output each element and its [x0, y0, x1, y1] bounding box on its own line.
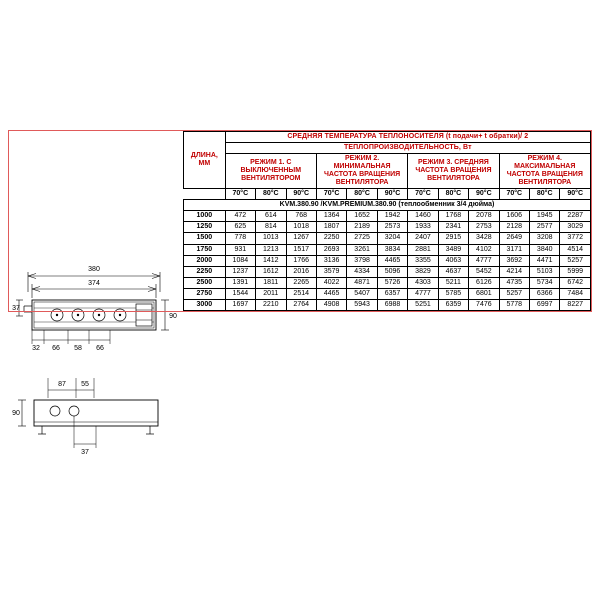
value-cell: 1697 [225, 299, 255, 310]
length-cell: 2250 [184, 266, 226, 277]
value-cell: 2915 [438, 233, 468, 244]
length-header [184, 132, 226, 189]
temp-row-spacer [184, 189, 226, 200]
temp-cell: 90°C [469, 189, 499, 200]
value-cell: 1084 [225, 255, 255, 266]
value-cell: 4063 [438, 255, 468, 266]
value-cell: 614 [256, 211, 286, 222]
value-cell: 5785 [438, 288, 468, 299]
value-cell: 3208 [530, 233, 560, 244]
value-cell: 5096 [377, 266, 407, 277]
dim-90-side-label: 90 [12, 410, 20, 417]
value-cell: 3136 [316, 255, 346, 266]
temp-cell: 70°C [316, 189, 346, 200]
value-cell: 625 [225, 222, 255, 233]
value-cell: 2649 [499, 233, 529, 244]
value-cell: 5452 [469, 266, 499, 277]
value-cell: 8227 [560, 299, 591, 310]
dim-32-label: 32 [32, 345, 40, 352]
value-cell: 6988 [377, 299, 407, 310]
value-cell: 3029 [560, 222, 591, 233]
dim-37-left-label: 37 [12, 305, 20, 312]
temp-cell: 90°C [286, 189, 316, 200]
value-cell: 2573 [377, 222, 407, 233]
drawing-cell-lower [9, 200, 184, 310]
value-cell: 1267 [286, 233, 316, 244]
value-cell: 3772 [560, 233, 591, 244]
value-cell: 4465 [377, 255, 407, 266]
value-cell: 1606 [499, 211, 529, 222]
model-row: KVM.380.90 /KVM.PREMIUM.380.90 (теплообменник 3/4 дюйма) [184, 200, 591, 211]
value-cell: 4102 [469, 244, 499, 255]
value-cell: 1460 [408, 211, 438, 222]
temp-cell: 90°C [560, 189, 591, 200]
dim-66b-label: 66 [96, 345, 104, 352]
value-cell: 1768 [438, 211, 468, 222]
value-cell: 5251 [408, 299, 438, 310]
value-cell: 3428 [469, 233, 499, 244]
value-cell: 2016 [286, 266, 316, 277]
value-cell: 4908 [316, 299, 346, 310]
avg-temp-header: СРЕДНЯЯ ТЕМПЕРАТУРА ТЕПЛОНОСИТЕЛЯ (t подачи+ t обратки)/ 2 [225, 132, 590, 143]
value-cell: 1412 [256, 255, 286, 266]
value-cell: 4022 [316, 277, 346, 288]
value-cell: 2250 [316, 233, 346, 244]
value-cell: 2693 [316, 244, 346, 255]
value-cell: 4871 [347, 277, 377, 288]
value-cell: 472 [225, 211, 255, 222]
value-cell: 1517 [286, 244, 316, 255]
value-cell: 3834 [377, 244, 407, 255]
length-header-line1: ДЛИНА, [190, 152, 218, 160]
temp-cell: 80°C [347, 189, 377, 200]
value-cell: 1391 [225, 277, 255, 288]
value-cell: 2287 [560, 211, 591, 222]
value-cell: 4471 [530, 255, 560, 266]
mode-header-2: РЕЖИМ 2. МИНИМАЛЬНАЯ ЧАСТОТА ВРАЩЕНИЯ ВЕНТИЛЯТОРА [316, 154, 407, 189]
value-cell: 1942 [377, 211, 407, 222]
value-cell: 6359 [438, 299, 468, 310]
value-cell: 5943 [347, 299, 377, 310]
dim-90-top-label: 90 [169, 313, 177, 320]
value-cell: 2189 [347, 222, 377, 233]
value-cell: 2128 [499, 222, 529, 233]
value-cell: 1933 [408, 222, 438, 233]
value-cell: 2011 [256, 288, 286, 299]
value-cell: 3829 [408, 266, 438, 277]
value-cell: 1766 [286, 255, 316, 266]
value-cell: 5778 [499, 299, 529, 310]
temp-cell: 70°C [408, 189, 438, 200]
value-cell: 1544 [225, 288, 255, 299]
value-cell: 4735 [499, 277, 529, 288]
value-cell: 6801 [469, 288, 499, 299]
capacity-table [9, 131, 591, 311]
value-cell: 7484 [560, 288, 591, 299]
dim-58-label: 58 [74, 345, 82, 352]
value-cell: 2725 [347, 233, 377, 244]
value-cell: 2210 [256, 299, 286, 310]
length-header-line2: ММ [198, 160, 211, 168]
temp-cell: 80°C [256, 189, 286, 200]
value-cell: 5257 [560, 255, 591, 266]
value-cell: 4514 [560, 244, 591, 255]
value-cell: 778 [225, 233, 255, 244]
mode-header-4: РЕЖИМ 4. МАКСИМАЛЬНАЯ ЧАСТОТА ВРАЩЕНИЯ ВЕНТИЛЯТОРА [499, 154, 590, 189]
value-cell: 5211 [438, 277, 468, 288]
value-cell: 3355 [408, 255, 438, 266]
value-cell: 6742 [560, 277, 591, 288]
dim-87-label: 87 [58, 381, 66, 388]
value-cell: 5103 [530, 266, 560, 277]
value-cell: 1612 [256, 266, 286, 277]
value-cell: 5726 [377, 277, 407, 288]
value-cell: 3579 [316, 266, 346, 277]
capacity-header: ТЕПЛОПРОИЗВОДИТЕЛЬНОСТЬ, Вт [225, 143, 590, 154]
value-cell: 4777 [408, 288, 438, 299]
length-cell: 1250 [184, 222, 226, 233]
value-cell: 2078 [469, 211, 499, 222]
length-cell: 3000 [184, 299, 226, 310]
temp-cell: 80°C [438, 189, 468, 200]
value-cell: 4465 [316, 288, 346, 299]
value-cell: 3798 [347, 255, 377, 266]
value-cell: 1945 [530, 211, 560, 222]
value-cell: 2753 [469, 222, 499, 233]
value-cell: 6366 [530, 288, 560, 299]
temp-cell: 90°C [377, 189, 407, 200]
value-cell: 1811 [256, 277, 286, 288]
value-cell: 3261 [347, 244, 377, 255]
dim-55-label: 55 [81, 381, 89, 388]
length-cell: 2500 [184, 277, 226, 288]
value-cell: 768 [286, 211, 316, 222]
length-cell: 1000 [184, 211, 226, 222]
value-cell: 2265 [286, 277, 316, 288]
value-cell: 4637 [438, 266, 468, 277]
dim-380-label: 380 [88, 266, 100, 273]
value-cell: 4777 [469, 255, 499, 266]
value-cell: 931 [225, 244, 255, 255]
dim-66a-label: 66 [52, 345, 60, 352]
temp-cell: 80°C [530, 189, 560, 200]
value-cell: 4214 [499, 266, 529, 277]
value-cell: 2514 [286, 288, 316, 299]
value-cell: 3692 [499, 255, 529, 266]
value-cell: 5734 [530, 277, 560, 288]
length-cell: 2000 [184, 255, 226, 266]
value-cell: 1018 [286, 222, 316, 233]
value-cell: 1807 [316, 222, 346, 233]
length-cell: 1500 [184, 233, 226, 244]
mode-header-1: РЕЖИМ 1. С ВЫКЛЮЧЕННЫМ ВЕНТИЛЯТОРОМ [225, 154, 316, 189]
value-cell: 1237 [225, 266, 255, 277]
value-cell: 1013 [256, 233, 286, 244]
specification-sheet [8, 130, 592, 312]
value-cell: 3840 [530, 244, 560, 255]
temp-cell: 70°C [225, 189, 255, 200]
value-cell: 5407 [347, 288, 377, 299]
value-cell: 3204 [377, 233, 407, 244]
length-cell: 1750 [184, 244, 226, 255]
value-cell: 5257 [499, 288, 529, 299]
value-cell: 6997 [530, 299, 560, 310]
value-cell: 1652 [347, 211, 377, 222]
temp-cell: 70°C [499, 189, 529, 200]
dim-37-side-label: 37 [81, 449, 89, 456]
value-cell: 4303 [408, 277, 438, 288]
value-cell: 7476 [469, 299, 499, 310]
value-cell: 1364 [316, 211, 346, 222]
value-cell: 2407 [408, 233, 438, 244]
value-cell: 2764 [286, 299, 316, 310]
value-cell: 2577 [530, 222, 560, 233]
drawing-cell [9, 132, 184, 200]
value-cell: 6126 [469, 277, 499, 288]
value-cell: 3489 [438, 244, 468, 255]
mode-header-3: РЕЖИМ 3. СРЕДНЯЯ ЧАСТОТА ВРАЩЕНИЯ ВЕНТИЛЯТОРА [408, 154, 499, 189]
value-cell: 814 [256, 222, 286, 233]
value-cell: 5999 [560, 266, 591, 277]
value-cell: 6357 [377, 288, 407, 299]
value-cell: 3171 [499, 244, 529, 255]
value-cell: 4334 [347, 266, 377, 277]
length-cell: 2750 [184, 288, 226, 299]
value-cell: 1213 [256, 244, 286, 255]
value-cell: 2881 [408, 244, 438, 255]
value-cell: 2341 [438, 222, 468, 233]
dim-374-label: 374 [88, 280, 100, 287]
